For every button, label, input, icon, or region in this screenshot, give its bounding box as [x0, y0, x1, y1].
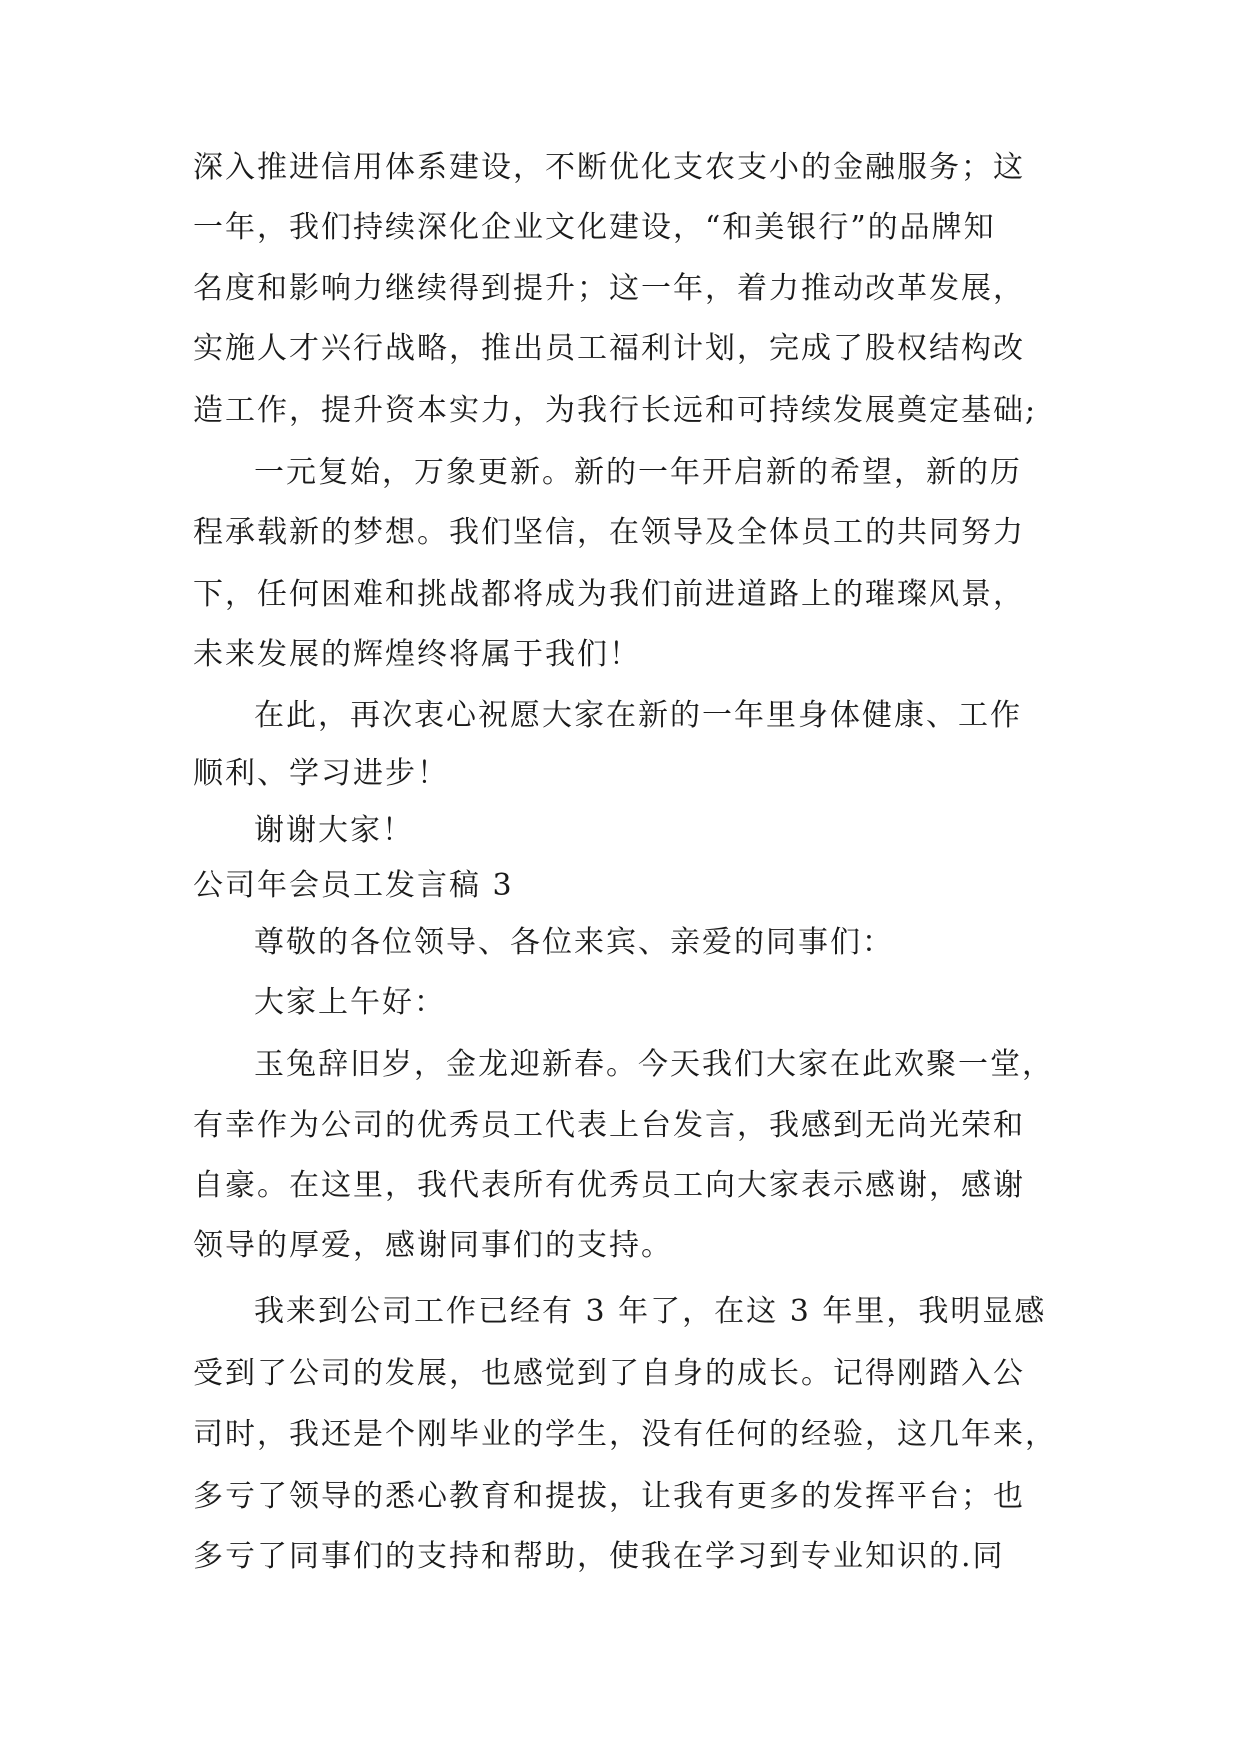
paragraph-start-line: 我来到公司工作已经有 3 年了，在这 3 年里，我明显感 [254, 1294, 1047, 1329]
text-line: 实施人才兴行战略，推出员工福利计划，完成了股权结构改 [193, 331, 1025, 366]
text-line: 一年，我们持续深化企业文化建设，“和美银行”的品牌知 [193, 210, 996, 245]
text-line: 司时，我还是个刚毕业的学生，没有任何的经验，这几年来， [193, 1417, 1057, 1452]
text-line: 有幸作为公司的优秀员工代表上台发言，我感到无尚光荣和 [193, 1108, 1025, 1143]
text-line: 未来发展的辉煌终将属于我们！ [193, 637, 641, 672]
paragraph-start-line: 一元复始，万象更新。新的一年开启新的希望，新的历 [254, 455, 1022, 490]
text-line: 多亏了同事们的支持和帮助，使我在学习到专业知识的.同 [193, 1539, 1005, 1574]
text-line: 名度和影响力继续得到提升；这一年，着力推动改革发展， [193, 271, 1025, 306]
greeting-line: 大家上午好： [254, 985, 446, 1020]
text-line: 受到了公司的发展，也感觉到了自身的成长。记得刚踏入公 [193, 1356, 1025, 1391]
text-line: 领导的厚爱，感谢同事们的支持。 [193, 1228, 673, 1263]
section-heading: 公司年会员工发言稿 3 [193, 868, 514, 903]
closing-line: 谢谢大家！ [254, 813, 414, 848]
paragraph-start-line: 在此，再次衷心祝愿大家在新的一年里身体健康、工作 [254, 698, 1022, 733]
text-line: 多亏了领导的悉心教育和提拔，让我有更多的发挥平台；也 [193, 1479, 1025, 1514]
text-line: 深入推进信用体系建设，不断优化支农支小的金融服务；这 [193, 150, 1025, 185]
text-line: 自豪。在这里，我代表所有优秀员工向大家表示感谢，感谢 [193, 1168, 1025, 1203]
text-line: 造工作，提升资本实力，为我行长远和可持续发展奠定基础; [193, 393, 1038, 428]
text-line: 程承载新的梦想。我们坚信，在领导及全体员工的共同努力 [193, 515, 1025, 550]
salutation-line: 尊敬的各位领导、各位来宾、亲爱的同事们： [254, 925, 894, 960]
text-line: 下，任何困难和挑战都将成为我们前进道路上的璀璨风景， [193, 577, 1025, 612]
text-line: 顺利、学习进步！ [193, 756, 449, 791]
paragraph-start-line: 玉兔辞旧岁，金龙迎新春。今天我们大家在此欢聚一堂， [254, 1047, 1054, 1082]
